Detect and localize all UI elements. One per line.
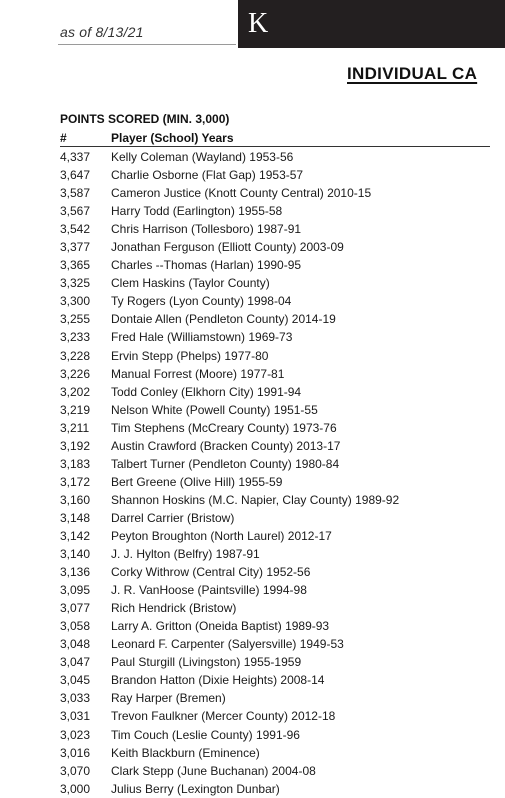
player-entry: Tim Stephens (McCreary County) 1973-76	[111, 420, 337, 435]
points-value: 3,228	[60, 348, 91, 363]
list-item	[60, 635, 500, 653]
points-value: 3,136	[60, 565, 91, 580]
brand-letter: K	[248, 8, 269, 39]
player-entry: Larry A. Gritton (Oneida Baptist) 1989-93	[111, 619, 330, 634]
points-value: 3,016	[60, 745, 91, 760]
player-entry: Todd Conley (Elkhorn City) 1991-94	[111, 384, 302, 399]
player-entry: Corky Withrow (Central City) 1952-56	[111, 565, 311, 580]
player-entry: Austin Crawford (Bracken County) 2013-17	[111, 438, 341, 453]
points-value: 3,542	[60, 222, 91, 237]
points-value: 3,148	[60, 510, 91, 525]
list-item	[60, 599, 500, 617]
list-item	[60, 455, 500, 473]
column-header-row	[60, 130, 490, 147]
list-item	[60, 726, 500, 744]
player-entry: Tim Couch (Leslie County) 1991-96	[111, 727, 300, 742]
list-item	[60, 166, 500, 184]
list-item	[60, 780, 500, 798]
player-entry: Cameron Justice (Knott County Central) 2010-15	[111, 186, 372, 201]
player-entry: Ervin Stepp (Phelps) 1977-80	[111, 348, 269, 363]
points-value: 3,183	[60, 456, 91, 471]
player-entry: Ty Rogers (Lyon County) 1998-04	[111, 294, 292, 309]
list-item	[60, 401, 500, 419]
list-title: POINTS SCORED (MIN. 3,000)	[60, 112, 230, 126]
list-item	[60, 671, 500, 689]
points-value: 3,045	[60, 673, 91, 688]
points-value: 3,300	[60, 294, 91, 309]
player-entry: Peyton Broughton (North Laurel) 2012-17	[111, 528, 332, 543]
brand-tab	[238, 0, 505, 48]
list-item	[60, 238, 500, 256]
list-item	[60, 527, 500, 545]
player-entry: Kelly Coleman (Wayland) 1953-56	[111, 150, 294, 164]
player-entry: Charlie Osborne (Flat Gap) 1953-57	[111, 168, 304, 183]
column-header-number: #	[60, 131, 67, 145]
list-item	[60, 491, 500, 509]
list-item	[60, 256, 500, 274]
player-entry: Ray Harper (Bremen)	[111, 691, 226, 706]
section-title: INDIVIDUAL CA	[347, 64, 478, 83]
player-entry: Darrel Carrier (Bristow)	[111, 510, 235, 525]
list-item	[60, 328, 500, 346]
header-rule	[58, 44, 236, 45]
player-entry: Talbert Turner (Pendleton County) 1980-84	[111, 456, 340, 471]
points-value: 3,058	[60, 619, 91, 634]
player-entry: Harry Todd (Earlington) 1955-58	[111, 204, 283, 219]
list-item	[60, 292, 500, 310]
points-value: 3,647	[60, 168, 91, 183]
player-entry: Leonard F. Carpenter (Salyersville) 1949-53	[111, 637, 344, 652]
points-value: 3,142	[60, 528, 91, 543]
points-value: 3,377	[60, 240, 91, 255]
list-item	[60, 184, 500, 202]
list-item	[60, 310, 500, 328]
points-list	[60, 148, 500, 798]
points-value: 3,226	[60, 366, 91, 381]
list-item	[60, 581, 500, 599]
list-item	[60, 617, 500, 635]
player-entry: Charles --Thomas (Harlan) 1990-95	[111, 258, 302, 273]
column-header-player: Player (School) Years	[111, 131, 234, 145]
player-entry: Paul Sturgill (Livingston) 1955-1959	[111, 655, 302, 670]
as-of-date: as of 8/13/21	[60, 24, 144, 40]
player-entry: Brandon Hatton (Dixie Heights) 2008-14	[111, 673, 325, 688]
player-entry: Julius Berry (Lexington Dunbar)	[111, 781, 280, 796]
points-value: 3,033	[60, 691, 91, 706]
points-value: 3,095	[60, 583, 91, 598]
points-value: 3,023	[60, 727, 91, 742]
player-entry: Clark Stepp (June Buchanan) 2004-08	[111, 763, 316, 778]
list-item	[60, 437, 500, 455]
points-value: 3,047	[60, 655, 91, 670]
list-item	[60, 148, 500, 166]
points-value: 3,365	[60, 258, 91, 273]
list-item	[60, 545, 500, 563]
player-entry: J. J. Hylton (Belfry) 1987-91	[111, 547, 260, 562]
points-value: 3,140	[60, 547, 91, 562]
list-item	[60, 473, 500, 491]
points-value: 3,255	[60, 312, 91, 327]
player-entry: Clem Haskins (Taylor County)	[111, 276, 270, 291]
player-entry: Jonathan Ferguson (Elliott County) 2003-09	[111, 240, 344, 255]
list-item	[60, 365, 500, 383]
list-item	[60, 563, 500, 581]
points-value: 3,070	[60, 763, 91, 778]
points-value: 3,160	[60, 492, 91, 507]
player-entry: Keith Blackburn (Eminence)	[111, 745, 260, 760]
points-value: 3,172	[60, 474, 91, 489]
player-entry: Manual Forrest (Moore) 1977-81	[111, 366, 285, 381]
player-entry: Dontaie Allen (Pendleton County) 2014-19	[111, 312, 336, 327]
list-item	[60, 419, 500, 437]
points-value: 3,048	[60, 637, 91, 652]
list-item	[60, 653, 500, 671]
player-entry: Fred Hale (Williamstown) 1969-73	[111, 330, 293, 345]
points-value: 3,202	[60, 384, 91, 399]
points-value: 3,192	[60, 438, 91, 453]
list-item	[60, 347, 500, 365]
player-entry: Rich Hendrick (Bristow)	[111, 601, 237, 616]
player-entry: Chris Harrison (Tollesboro) 1987-91	[111, 222, 302, 237]
list-item	[60, 509, 500, 527]
list-item	[60, 762, 500, 780]
points-value: 3,233	[60, 330, 91, 345]
list-item	[60, 744, 500, 762]
player-entry: Nelson White (Powell County) 1951-55	[111, 402, 318, 417]
list-item	[60, 220, 500, 238]
points-value: 3,211	[60, 420, 90, 435]
list-item	[60, 274, 500, 292]
points-value: 3,219	[60, 402, 91, 417]
list-item	[60, 707, 500, 725]
player-entry: Bert Greene (Olive Hill) 1955-59	[111, 474, 283, 489]
points-value: 3,567	[60, 204, 91, 219]
list-item	[60, 689, 500, 707]
points-value: 3,587	[60, 186, 91, 201]
points-value: 3,077	[60, 601, 91, 616]
points-value: 3,325	[60, 276, 91, 291]
player-entry: Trevon Faulkner (Mercer County) 2012-18	[111, 709, 336, 724]
player-entry: Shannon Hoskins (M.C. Napier, Clay County) 1989-92	[111, 492, 400, 507]
points-value: 3,000	[60, 781, 91, 796]
list-item	[60, 202, 500, 220]
player-entry: J. R. VanHoose (Paintsville) 1994-98	[111, 583, 307, 598]
points-value: 4,337	[60, 150, 91, 164]
points-value: 3,031	[60, 709, 91, 724]
list-item	[60, 383, 500, 401]
